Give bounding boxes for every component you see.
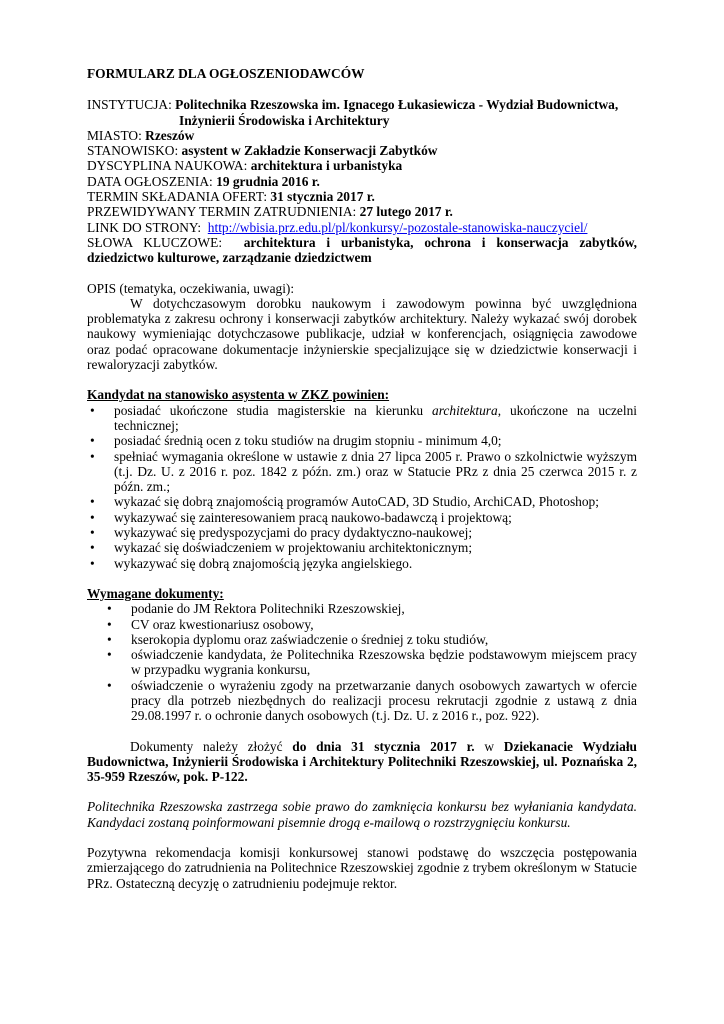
dokumenty-heading: Wymagane dokumenty: — [87, 585, 224, 601]
dyscyplina-value: architektura i urbanistyka — [250, 158, 403, 174]
kandydat-heading: Kandydat na stanowisko asystenta w ZKZ powinien: — [87, 387, 390, 403]
slowa-value: architektura i urbanistyka, ochrona i konserwacja zabytków, dziedzictwo kulturowe, zarządzanie dziedzictwem — [87, 234, 637, 266]
list-item-text: posiadać ukończone studia magisterskie na kierunku — [114, 402, 433, 418]
list-item — [87, 403, 637, 434]
zlozenie-address: Dziekanacie Wydziału Budownictwa, Inżynierii Środowiska i Architektury Politechniki Rzeszowskiej, ul. Poznańska 2, 35-959 Rzeszów, pok. P-122. — [87, 738, 637, 785]
list-item: • wykazywać się zainteresowaniem pracą naukowo-badawczą i projektową; — [87, 510, 637, 525]
instytucja-label: INSTYTUCJA: — [87, 97, 172, 113]
field-miasto — [87, 128, 637, 143]
zlozenie-deadline: do dnia 31 stycznia 2017 r. — [292, 738, 475, 754]
stanowisko-label: STANOWISKO: — [87, 143, 179, 159]
termin-value: 31 stycznia 2017 r. — [270, 189, 375, 205]
list-item: • wykazać się doświadczeniem w projektowaniu architektonicznym; — [87, 540, 637, 555]
list-item: • wykazać się dobrą znajomością programów AutoCAD, 3D Studio, ArchiCAD, Photoshop; — [87, 494, 637, 509]
zlozenie-text: w — [474, 738, 504, 754]
zlozenie-paragraph — [87, 739, 637, 785]
data-label: DATA OGŁOSZENIA: — [87, 173, 213, 189]
field-instytucja — [87, 97, 637, 128]
field-stanowisko — [87, 143, 637, 158]
instytucja-value-line2: Inżynierii Środowiska i Architektury — [179, 112, 390, 128]
list-item: • wykazywać się predyspozycjami do pracy dydaktyczno-naukowej; — [87, 525, 637, 540]
kandydat-list — [87, 403, 637, 571]
data-value: 19 grudnia 2016 r. — [216, 173, 320, 189]
rekomendacja-paragraph: Pozytywna rekomendacja komisji konkursowej stanowi podstawę do wszczęcia postępowania zmierzającego do zatrudnienia na Politechnice Rzeszowskiej zgodnie z trybem określonym w Statucie PRz. Ostateczną decyzję o zatrudnieniu podejmuje rektor. — [87, 845, 637, 891]
field-termin-ofert — [87, 189, 637, 204]
opis-label: OPIS (tematyka, oczekiwania, uwagi): — [87, 280, 295, 296]
miasto-label: MIASTO: — [87, 127, 142, 143]
miasto-value: Rzeszów — [145, 127, 195, 143]
list-item: • oświadczenie kandydata, że Politechnika Rzeszowska będzie podstawowym miejscem pracy w przypadku wygrania konkursu, — [87, 647, 637, 678]
page-link[interactable]: http://wbisia.prz.edu.pl/pl/konkursy/-pozostale-stanowiska-nauczyciel/ — [207, 219, 588, 235]
opis-section — [87, 281, 637, 373]
list-item-text: , ukończone na uczelni technicznej; — [114, 402, 637, 433]
zlozenie-text: Dokumenty należy złożyć — [130, 738, 293, 754]
slowa-label: SŁOWA KLUCZOWE: — [87, 234, 223, 250]
dokumenty-list — [87, 601, 637, 723]
field-dyscyplina — [87, 158, 637, 173]
kandydat-section — [87, 387, 637, 571]
field-link — [87, 220, 637, 235]
field-data-ogloszenia — [87, 174, 637, 189]
zatrudnienie-label: PRZEWIDYWANY TERMIN ZATRUDNIENIA: — [87, 204, 357, 220]
list-item: • posiadać średnią ocen z toku studiów na drugim stopniu - minimum 4,0; — [87, 433, 637, 448]
zastrzezenie-paragraph: Politechnika Rzeszowska zastrzega sobie prawo do zamknięcia konkursu bez wyłaniania kandydata. Kandydaci zostaną poinformowani pisemnie drogą e-mailową o rozstrzygnięciu konkursu. — [87, 799, 637, 830]
list-item: • wykazywać się dobrą znajomością języka angielskiego. — [87, 556, 637, 571]
zatrudnienie-value: 27 lutego 2017 r. — [359, 204, 453, 220]
field-termin-zatrudnienia — [87, 204, 637, 219]
document-page — [87, 66, 637, 891]
list-item: • podanie do JM Rektora Politechniki Rzeszowskiej, — [87, 601, 637, 616]
opis-text: W dotychczasowym dorobku naukowym i zawodowym powinna być uwzględniona problematyka z zakresu ochrony i konserwacji zabytków architektury. Należy wykazać swój dorobek naukowy wymieniając dotychczasowe publikacje, udział w konferencjach, osiągnięcia zawodowe oraz podać opracowane dokumentacje inżynierskie specjalizujące się w dziedzictwie konserwacji i rewaloryzacji zabytków. — [87, 295, 637, 373]
list-item: • CV oraz kwestionariusz osobowy, — [87, 617, 637, 632]
stanowisko-value: asystent w Zakładzie Konserwacji Zabytków — [181, 143, 438, 159]
instytucja-value-line1: Politechnika Rzeszowska im. Ignacego Łukasiewicza - Wydział Budownictwa, — [175, 97, 619, 113]
document-title: FORMULARZ DLA OGŁOSZENIODAWCÓW — [87, 66, 365, 81]
field-slowa-kluczowe — [87, 235, 637, 266]
list-item: • oświadczenie o wyrażeniu zgody na przetwarzanie danych osobowych zawartych w ofercie pracy dla potrzeb niezbędnych do realizacji procesu rekrutacji zgodnie z ustawą z dnia 29.08.1997 r. o ochronie danych osobowych (t.j. Dz. U. z 2016 r., poz. 922). — [87, 678, 637, 724]
termin-label: TERMIN SKŁADANIA OFERT: — [87, 189, 268, 205]
link-label: LINK DO STRONY: — [87, 219, 202, 235]
list-item: • spełniać wymagania określone w ustawie z dnia 27 lipca 2005 r. Prawo o szkolnictwie wyższym (t.j. Dz. U. z 2016 r. poz. 1842 z późn. zm.) oraz w Statucie PRz z dnia 25 czerwca 2015 r. z późn. zm.; — [87, 449, 637, 495]
list-item: • kserokopia dyplomu oraz zaświadczenie o średniej z toku studiów, — [87, 632, 637, 647]
dokumenty-section — [87, 586, 637, 724]
dyscyplina-label: DYSCYPLINA NAUKOWA: — [87, 158, 248, 174]
list-item-italic: architektura — [432, 402, 498, 418]
